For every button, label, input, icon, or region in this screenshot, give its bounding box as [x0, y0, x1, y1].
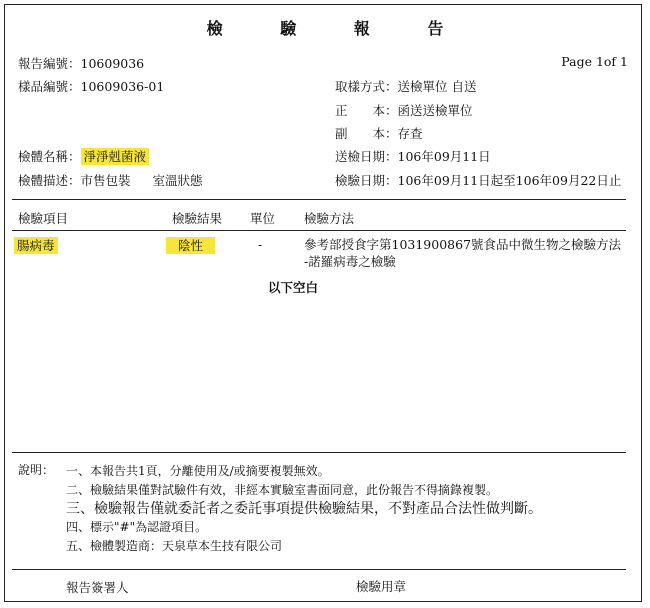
duplicate-copy-value: 存查	[397, 126, 423, 141]
col-header-result: 檢驗結果	[172, 211, 223, 226]
send-date-value: 106年09月11日	[397, 149, 491, 164]
send-date-row	[335, 147, 491, 165]
note-item-2: 二、檢驗結果僅對試驗件有效，非經本實驗室書面同意，此份報告不得摘錄複製。	[66, 483, 499, 497]
sample-name-value: 淨淨剋菌液	[81, 148, 150, 165]
original-copy-value: 函送送檢單位	[397, 103, 473, 118]
sample-name-row	[18, 147, 149, 165]
sample-desc-label: 檢體描述：	[18, 173, 81, 188]
test-date-row	[335, 171, 621, 189]
original-copy-label: 正 本：	[335, 103, 398, 118]
test-item: 腸病毒	[14, 237, 58, 254]
divider-footer	[12, 569, 626, 570]
sample-number-label: 樣品編號：	[18, 79, 81, 94]
note-item-4: 四、標示"#"為認證項目。	[66, 520, 208, 534]
note-item-1: 一、本報告共1頁，分離使用及/或摘要複製無效。	[66, 464, 330, 478]
report-number-value: 10609036	[80, 56, 145, 71]
report-number-label: 報告編號：	[18, 56, 81, 71]
notes-label: 說明：	[18, 463, 55, 477]
test-result: 陰性	[166, 237, 215, 254]
duplicate-copy-label: 副 本：	[335, 126, 398, 141]
duplicate-copy-row	[335, 124, 423, 142]
col-header-method: 檢驗方法	[304, 211, 355, 226]
divider-notes	[12, 452, 626, 453]
sample-desc-row	[18, 171, 203, 189]
report-title: 檢 驗 報 告	[206, 19, 470, 38]
note-item-3: 三、檢驗報告僅就委託者之委託事項提供檢驗結果，不對產品合法性做判斷。	[66, 501, 542, 517]
sample-number-value: 10609036-01	[80, 79, 165, 94]
divider-top	[12, 199, 626, 200]
test-unit: -	[258, 237, 263, 252]
test-method-line-1: 參考部授食字第1031900867號食品中微生物之檢驗方法	[304, 237, 622, 252]
note-item-5: 五、檢體製造商：天泉草本生技有限公司	[66, 539, 283, 553]
test-method-line-2: -諾羅病毒之檢驗	[304, 254, 396, 269]
end-of-report-text: 以下空白	[268, 280, 319, 295]
col-header-item: 檢驗項目	[18, 211, 69, 226]
sample-name-label: 檢體名稱：	[18, 149, 81, 164]
sampling-method-row	[335, 77, 477, 95]
sampling-method-value: 送檢單位 自送	[397, 79, 477, 94]
original-copy-row	[335, 101, 473, 119]
report-number-row	[18, 54, 144, 72]
report-signer: 報告簽署人	[66, 580, 129, 595]
sample-desc-state: 室溫狀態	[152, 173, 203, 188]
test-date-label: 檢驗日期：	[335, 173, 398, 188]
test-method	[304, 236, 621, 270]
divider-table-header	[12, 230, 626, 231]
col-header-unit: 單位	[250, 211, 276, 226]
sample-number-row	[18, 77, 164, 95]
inspection-seal: 檢驗用章	[356, 579, 407, 594]
sample-desc-packaging: 市售包裝	[80, 173, 131, 188]
page-number: Page 1of 1	[561, 54, 628, 69]
send-date-label: 送檢日期：	[335, 149, 398, 164]
test-date-value: 106年09月11日起至106年09月22日止	[397, 173, 622, 188]
sampling-method-label: 取樣方式：	[335, 79, 398, 94]
